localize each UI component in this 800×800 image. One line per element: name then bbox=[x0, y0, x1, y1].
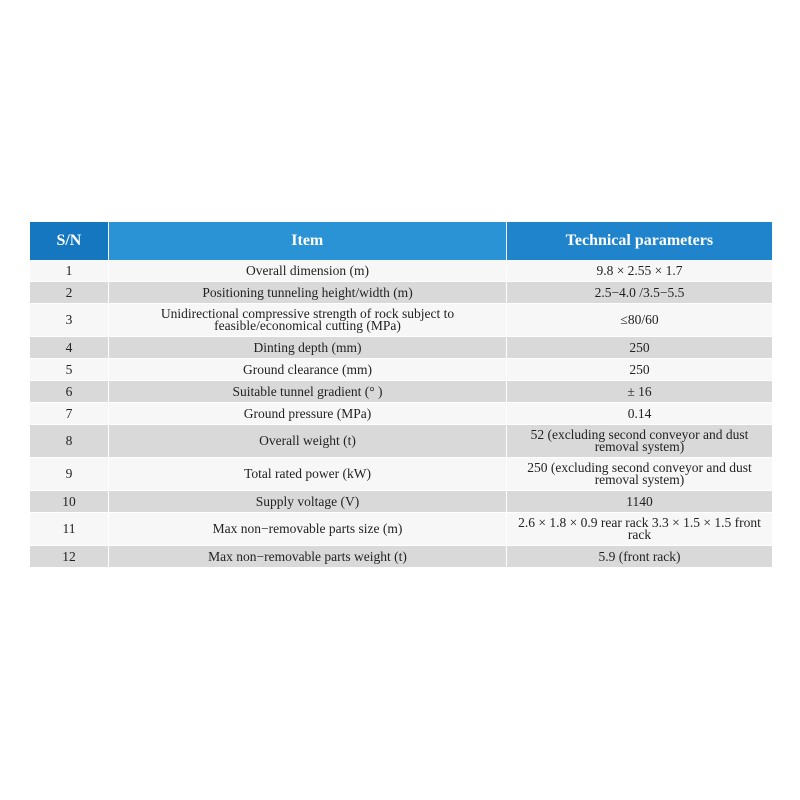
row-sn: 8 bbox=[65, 433, 73, 448]
row-param: 2.6 × 1.8 × 0.9 rear rack 3.3 × 1.5 × 1.5 front rack bbox=[506, 513, 772, 545]
row-param: 0.14 bbox=[506, 403, 772, 424]
row-item: Suitable tunnel gradient (° ) bbox=[108, 381, 506, 402]
row-sn: 12 bbox=[62, 548, 76, 564]
table-header bbox=[30, 222, 772, 260]
row-param: 2.5−4.0 /3.5−5.5 bbox=[506, 282, 772, 303]
row-item: Overall dimension (m) bbox=[108, 260, 506, 281]
row-sn: 3 bbox=[65, 312, 73, 327]
row-item: Unidirectional compressive strength of rock subject to feasible/economical cutting (MPa) bbox=[108, 304, 506, 336]
row-param: 1140 bbox=[506, 491, 772, 512]
row-param: 250 bbox=[506, 359, 772, 380]
row-param: 250 bbox=[506, 337, 772, 358]
row-item: Max non−removable parts weight (t) bbox=[108, 546, 506, 567]
table-row bbox=[30, 403, 772, 425]
header-sn: S/N bbox=[30, 222, 108, 260]
row-item: Dinting depth (mm) bbox=[108, 337, 506, 358]
table-row bbox=[30, 282, 772, 304]
row-item: Max non−removable parts size (m) bbox=[108, 513, 506, 545]
row-sn: 5 bbox=[65, 361, 73, 377]
table-row bbox=[30, 337, 772, 359]
row-param: ≤80/60 bbox=[506, 304, 772, 336]
row-sn: 7 bbox=[65, 405, 73, 421]
table-row bbox=[30, 381, 772, 403]
row-item: Positioning tunneling height/width (m) bbox=[108, 282, 506, 303]
row-sn: 4 bbox=[65, 339, 73, 355]
table-row bbox=[30, 359, 772, 381]
row-sn: 9 bbox=[65, 466, 73, 481]
table-row bbox=[30, 425, 772, 458]
row-param: ± 16 bbox=[506, 381, 772, 402]
table-row bbox=[30, 304, 772, 337]
row-param: 9.8 × 2.55 × 1.7 bbox=[506, 260, 772, 281]
row-sn: 11 bbox=[62, 521, 76, 536]
row-sn: 6 bbox=[65, 383, 73, 399]
row-item: Total rated power (kW) bbox=[108, 458, 506, 490]
table-row bbox=[30, 260, 772, 282]
table-row bbox=[30, 546, 772, 568]
table-row bbox=[30, 458, 772, 491]
table-row bbox=[30, 491, 772, 513]
table-row bbox=[30, 513, 772, 546]
row-param: 5.9 (front rack) bbox=[506, 546, 772, 567]
row-sn: 10 bbox=[62, 493, 76, 509]
row-sn: 1 bbox=[65, 262, 73, 278]
row-param: 52 (excluding second conveyor and dust removal system) bbox=[506, 425, 772, 457]
row-item: Ground pressure (MPa) bbox=[108, 403, 506, 424]
technical-parameters-table bbox=[30, 222, 772, 568]
header-technical-parameters: Technical parameters bbox=[506, 222, 772, 260]
header-item: Item bbox=[108, 222, 506, 260]
row-item: Supply voltage (V) bbox=[108, 491, 506, 512]
row-item: Overall weight (t) bbox=[108, 425, 506, 457]
row-item: Ground clearance (mm) bbox=[108, 359, 506, 380]
row-sn: 2 bbox=[65, 284, 73, 300]
row-param: 250 (excluding second conveyor and dust removal system) bbox=[506, 458, 772, 490]
